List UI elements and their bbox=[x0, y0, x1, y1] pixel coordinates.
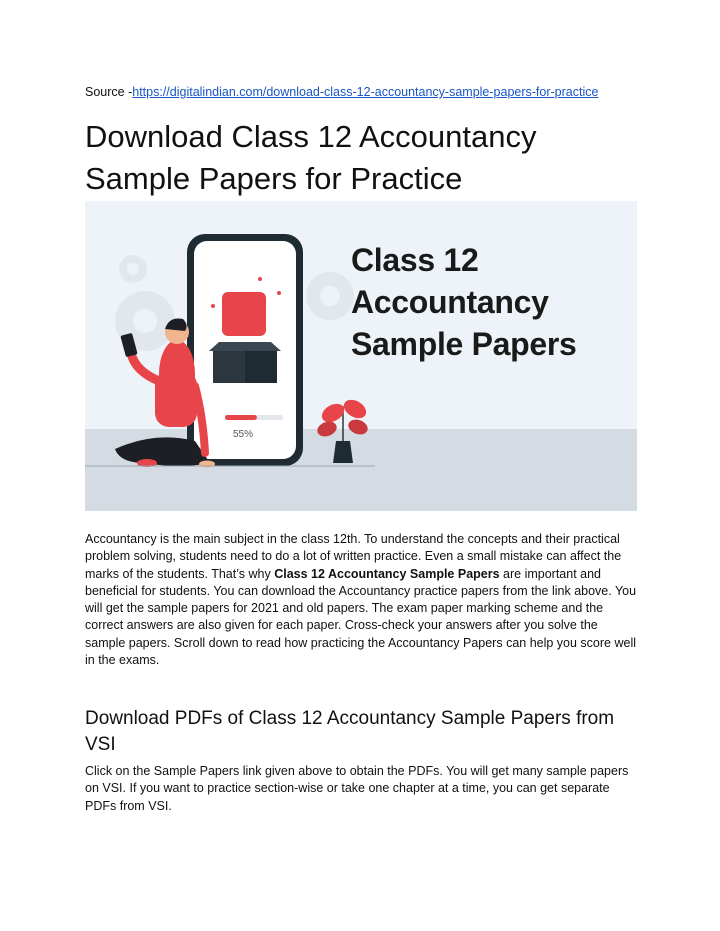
intro-text: are important and beneficial for students. You can download the Accountancy practice papers from the link above. You will get the sample papers for 2021 and old papers. The exam paper marking scheme and the correct answers are also given for each paper. Cross-check your answers after you solve the sample papers. Scroll down to read how practicing the Accountancy Papers can help you score well in the exams. bbox=[85, 566, 637, 668]
page-title: Download Class 12 Accountancy Sample Papers for Practice bbox=[85, 119, 537, 196]
source-line bbox=[85, 85, 598, 99]
intro-paragraph bbox=[85, 531, 637, 669]
section-heading: Download PDFs of Class 12 Accountancy Sample Papers from VSI bbox=[85, 708, 615, 755]
hero-heading-line: Sample Papers bbox=[351, 326, 577, 362]
source-link[interactable]: https://digitalindian.com/download-class-12-accountancy-sample-papers-for-practice bbox=[132, 85, 599, 99]
hero-image bbox=[85, 201, 637, 511]
progress-label: 55% bbox=[233, 429, 254, 440]
intro-text: Accountancy is the main subject in the class 12th. To understand the concepts and their practical problem solving, students need to do a lot of written practice. Even a small mistake can affect the marks of the students. That’s why bbox=[85, 532, 622, 581]
intro-bold-text: Class 12 Accountancy Sample Papers bbox=[274, 566, 500, 581]
hero-heading bbox=[351, 239, 577, 365]
section-paragraph: Click on the Sample Papers link given above to obtain the PDFs. You will get many sample papers on VSI. If you want to practice section-wise or take one chapter at a time, you can get separate PDFs from VSI. bbox=[85, 764, 629, 813]
hero-heading-line: Class 12 bbox=[351, 242, 479, 278]
source-prefix: Source - bbox=[85, 85, 133, 99]
hero-heading-line: Accountancy bbox=[351, 284, 549, 320]
progress-bar-fill bbox=[225, 415, 257, 420]
